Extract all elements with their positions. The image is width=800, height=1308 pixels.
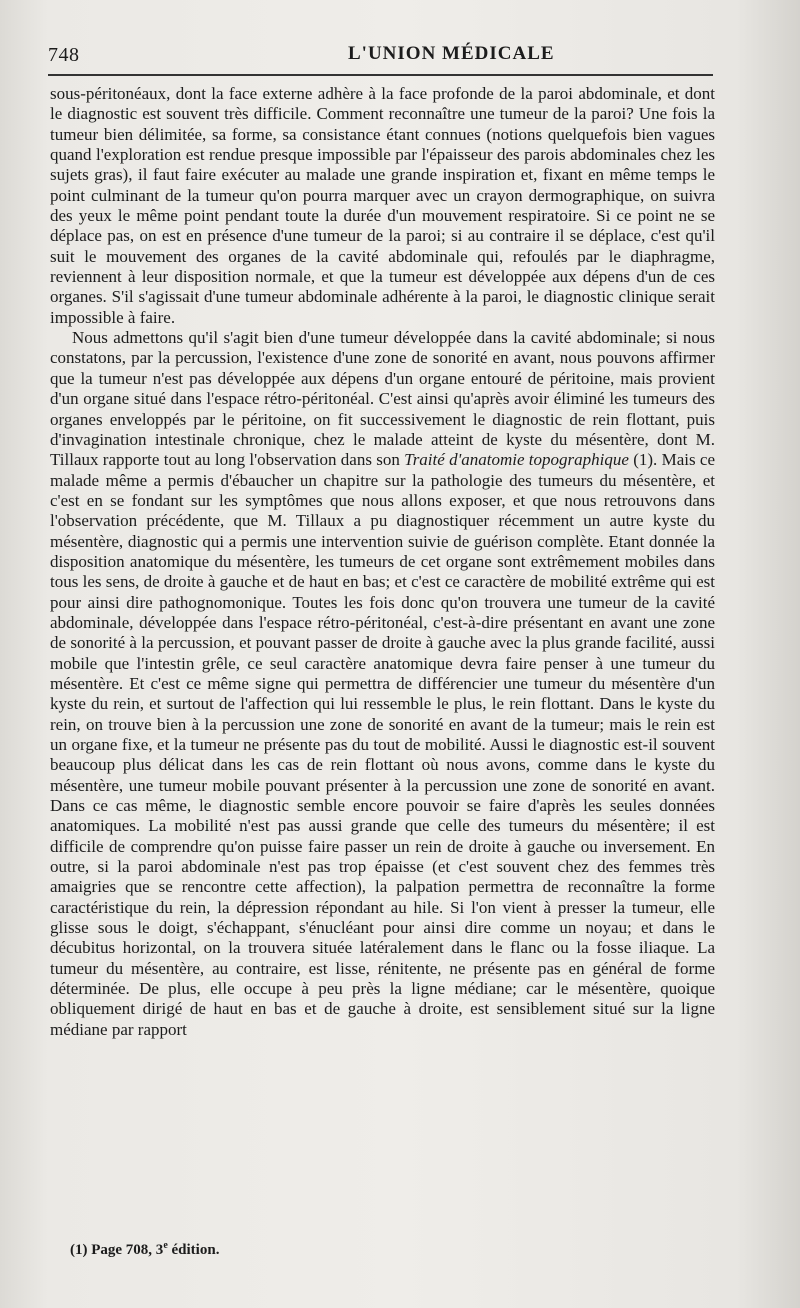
footnote-suffix: édition. — [167, 1242, 220, 1258]
footnote — [70, 1240, 219, 1259]
footnote-superscript: e — [163, 1240, 168, 1251]
paragraph-2 — [50, 328, 715, 1040]
paragraph-1: sous-péritonéaux, dont la face externe adhère à la face profonde de la paroi abdominale, et dont le diagnostic est souvent très difficile. Comment reconnaître une tumeur de la paroi? Une fois la tumeur bien délimitée, sa forme, sa consistance étant connues (notions quelquefois bien vagues quand l'exploration est rendue presque impossible par l'épaisseur des parois abdominales chez les sujets gras), il faut faire exécuter au malade une grande inspiration et, fixant en même temps le point culminant de la tumeur qu'on pourra marquer avec un crayon dermographique, on suivra des yeux le même point pendant toute la durée d'un mouvement respiratoire. Si ce point ne se déplace pas, on est en présence d'une tumeur de la paroi; si au contraire il se déplace, c'est qu'il suit le mouvement des organes de la cavité abdominale qui, refoulés par le diaphragme, reviennent à leur disposition normale, et que la tumeur est développée aux dépens d'un de ces organes. S'il s'agissait d'une tumeur abdominale adhérente à la paroi, le diagnostic clinique serait impossible à faire. — [50, 84, 715, 327]
running-title: L'UNION MÉDICALE — [348, 43, 555, 64]
body-text — [50, 84, 715, 1040]
page-header — [48, 40, 713, 70]
book-title: Traité d'anatomie topographique — [404, 450, 629, 470]
paragraph-2-text-a: Nous admettons qu'il s'agit bien d'une tumeur développée dans la cavité abdominale; si nous constatons, par la percussion, l'existence d'une zone de sonorité en avant, nous pouvons affirmer que la tumeur n'est pas développée aux dépens d'un organe entouré de péritoine, mais provient d'un organe situé dans l'espace rétro-péritonéal. C'est ainsi qu'après avoir éliminé les tumeurs des organes enveloppés par le péritoine, on fit successivement le diagnostic de rein flottant, puis d'invagination intestinale chronique, chez le malade atteint de kyste du mésentère, dont M. Tillaux rapporte tout au long l'observation dans son — [50, 328, 715, 470]
paragraph-2-text-b: (1). Mais ce malade même a permis d'ébaucher un chapitre sur la pathologie des tumeurs du mésentère, et c'est en se fondant sur les symptômes que nous allons exposer, et que nous retrouvons dans l'observation précédente, que M. Tillaux a pu diagnostiquer récemment un autre kyste du mésentère, diagnostic qui a permis une intervention suivie de guérison complète. Etant donnée la disposition anatomique du mésentère, les tumeurs de cet organe sont extrêmement mobiles dans tous les sens, de droite à gauche et de haut en bas; et c'est ce caractère de mobilité extrême qui est pour ainsi dire pathognomonique. Toutes les fois donc qu'on trouvera une tumeur de la cavité abdominale, développée dans l'espace rétro-péritonéal, c'est-à-dire présentant en avant une zone de sonorité à la percussion, et pouvant passer de droite à gauche avec la plus grande facilité, aussi mobile que l'intestin grêle, ce seul caractère anatomique devra faire penser à une tumeur du mésentère. Et c'est ce même signe qui permettra de différencier une tumeur du mésentère d'un kyste du rein, et surtout de l'affection qui lui ressemble le plus, le rein flottant. Dans le kyste du rein, on trouve bien à la percussion une zone de sonorité en avant de la tumeur; mais le rein est un organe fixe, et la tumeur ne présente pas du tout de mobilité. Aussi le diagnostic est-il souvent beaucoup plus délicat dans les cas de rein flottant où nous avons, comme dans le kyste du mésentère, une tumeur mobile pouvant présenter à la percussion une zone de sonorité en avant. Dans ce cas même, le diagnostic semble encore pouvoir se faire d'après les seules données anatomiques. La mobilité n'est pas aussi grande que celle des tumeurs du mésentère; il est difficile de comprendre qu'on puisse faire passer un rein de droite à gauche ou inversement. En outre, si la paroi abdominale n'est pas trop épaisse (et c'est souvent chez des femmes très amaigries que se rencontre cette affection), la palpation permettra de reconnaître la forme caractéristique du rein, la dépression répondant au hile. Si l'on vient à presser la tumeur, elle glisse sous le doigt, s'échappant, s'énucléant pour ainsi dire comme un noyau; et dans le décubitus horizontal, on la trouvera située latéralement dans le flanc ou la fosse iliaque. La tumeur du mésentère, au contraire, est lisse, rénitente, ne présente pas en général de forme déterminée. De plus, elle occupe à peu près la ligne médiane; car le mésentère, quoique obliquement dirigé de haut en bas et de gauche à droite, est sensiblement situé sur la ligne médiane par rapport — [50, 450, 715, 1039]
page-number: 748 — [48, 44, 80, 66]
footnote-label: (1) Page 708, 3 — [70, 1242, 164, 1258]
header-rule — [48, 74, 713, 76]
